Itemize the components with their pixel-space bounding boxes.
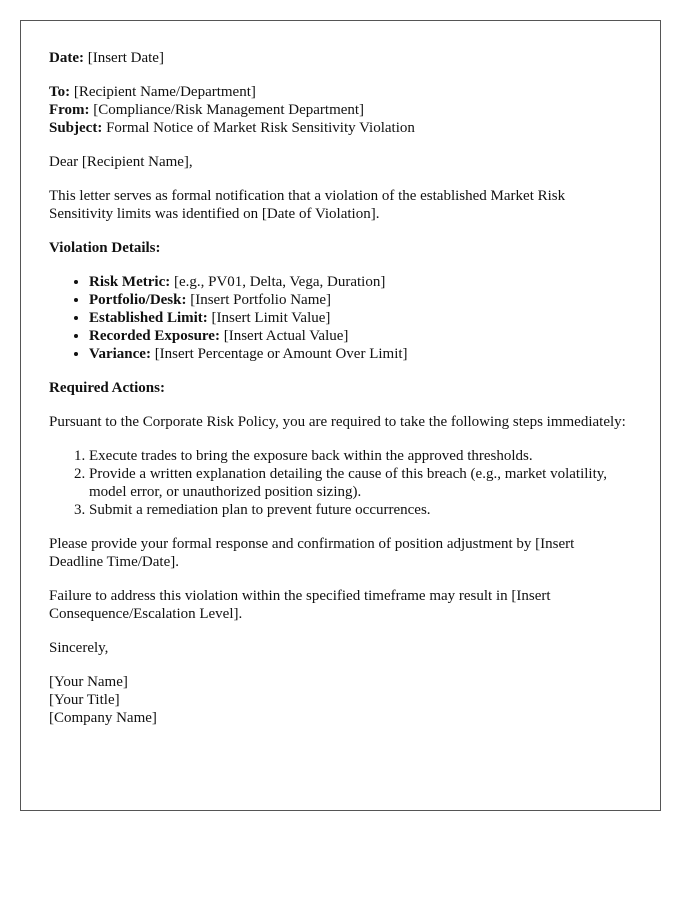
details-heading: Violation Details:	[49, 240, 161, 256]
from-line: From: [Compliance/Risk Management Department]	[49, 102, 365, 118]
intro-paragraph: This letter serves as formal notification that a violation of the established Market Risk Sensitivity limits was identified on [Date of Violation].	[49, 188, 566, 222]
subject-line: Subject: Formal Notice of Market Risk Sensitivity Violation	[49, 120, 415, 136]
action-item: 1. Execute trades to bring the exposure back within the approved thresholds.	[89, 447, 632, 465]
details-list	[49, 273, 632, 363]
response-request: Please provide your formal response and confirmation of position adjustment by [Insert Deadline Time/Date].	[49, 536, 575, 570]
actions-list	[49, 447, 632, 519]
signature-title: [Your Title]	[49, 692, 120, 708]
action-item: 2. Provide a written explanation detailing the cause of this breach (e.g., market volatility, model error, or unauthorized position sizing).	[89, 465, 632, 501]
detail-item: • Established Limit: [Insert Limit Value]	[89, 309, 632, 327]
signature-company: [Company Name]	[49, 710, 157, 726]
detail-item: • Recorded Exposure: [Insert Actual Value]	[89, 327, 632, 345]
actions-heading: Required Actions:	[49, 380, 165, 396]
date-line: Date: [Insert Date]	[49, 50, 164, 66]
consequence-paragraph: Failure to address this violation within the specified timeframe may result in [Insert Consequence/Escalation Level].	[49, 588, 551, 622]
to-line: To: [Recipient Name/Department]	[49, 84, 256, 100]
signature-name: [Your Name]	[49, 674, 128, 690]
header-block	[49, 83, 632, 137]
letter	[20, 20, 661, 811]
actions-intro: Pursuant to the Corporate Risk Policy, you are required to take the following steps immediately:	[49, 414, 626, 430]
salutation: Dear [Recipient Name],	[49, 154, 193, 170]
detail-item: • Portfolio/Desk: [Insert Portfolio Name]	[89, 291, 632, 309]
closing: Sincerely,	[49, 640, 109, 656]
action-item: 3. Submit a remediation plan to prevent future occurrences.	[89, 501, 632, 519]
signature-block	[49, 673, 632, 727]
detail-item: • Variance: [Insert Percentage or Amount Over Limit]	[89, 345, 632, 363]
detail-item: • Risk Metric: [e.g., PV01, Delta, Vega, Duration]	[89, 273, 632, 291]
